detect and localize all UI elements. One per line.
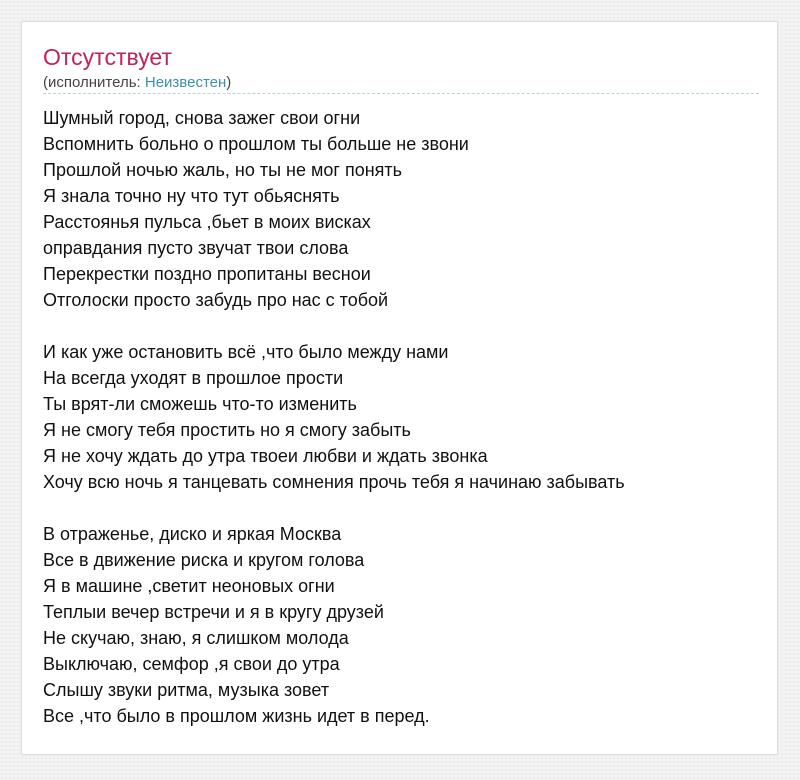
lyrics-stanza-1 <box>43 105 759 313</box>
lyrics-card <box>21 21 778 755</box>
lyric-line: На всегда уходят в прошлое прости <box>43 368 344 388</box>
lyric-line: Ты врят-ли сможешь что-то изменить <box>43 394 357 414</box>
lyric-line: Вспомнить больно о прошлом ты больше не звони <box>43 134 469 154</box>
lyrics-text <box>43 105 759 729</box>
lyrics-stanza-2 <box>43 339 759 495</box>
lyric-line: Слышу звуки ритма, музыка зовет <box>43 680 330 700</box>
stanza-gap <box>43 313 759 339</box>
lyric-line: Расстоянья пульса ,бьет в моих висках <box>43 212 371 232</box>
artist-prefix: (исполнитель: <box>43 74 145 91</box>
lyric-line: Перекрестки поздно пропитаны веснои <box>43 264 371 284</box>
lyric-line: Шумный город, снова зажег свои огни <box>43 108 361 128</box>
artist-link[interactable]: Неизвестен <box>144 74 227 91</box>
lyric-line: Выключаю, семфор ,я свои до утра <box>43 654 340 674</box>
lyric-line: Я не смогу тебя простить но я смогу забыть <box>43 420 411 440</box>
lyrics-stanza-3 <box>43 521 759 729</box>
lyric-line: И как уже остановить всё ,что было между нами <box>43 342 449 362</box>
lyric-line: Хочу всю ночь я танцевать сомнения прочь тебя я начинаю забывать <box>43 472 625 492</box>
title-divider <box>43 93 759 94</box>
lyric-line: Теплыи вечер встречи и я в кругу друзей <box>43 602 384 622</box>
lyric-line: Я не хочу ждать до утра твоеи любви и ждать звонка <box>43 446 488 466</box>
lyric-line: Прошлой ночью жаль, но ты не мог понять <box>43 160 403 180</box>
artist-line <box>43 73 231 93</box>
lyric-line: Не скучаю, знаю, я слишком молода <box>43 628 349 648</box>
artist-suffix: ) <box>226 74 232 91</box>
lyric-line: Отголоски просто забудь про нас с тобой <box>43 290 389 310</box>
lyric-line: оправдания пусто звучат твои слова <box>43 238 349 258</box>
lyric-line: Я знала точно ну что тут обьяснять <box>43 186 340 206</box>
song-title: Отсутствует <box>43 44 172 70</box>
lyric-line: Все ,что было в прошлом жизнь идет в перед. <box>43 706 430 726</box>
stanza-gap <box>43 495 759 521</box>
lyric-line: В отраженье, диско и яркая Москва <box>43 524 342 544</box>
lyric-line: Все в движение риска и кругом голова <box>43 550 365 570</box>
lyric-line: Я в машине ,светит неоновых огни <box>43 576 335 596</box>
